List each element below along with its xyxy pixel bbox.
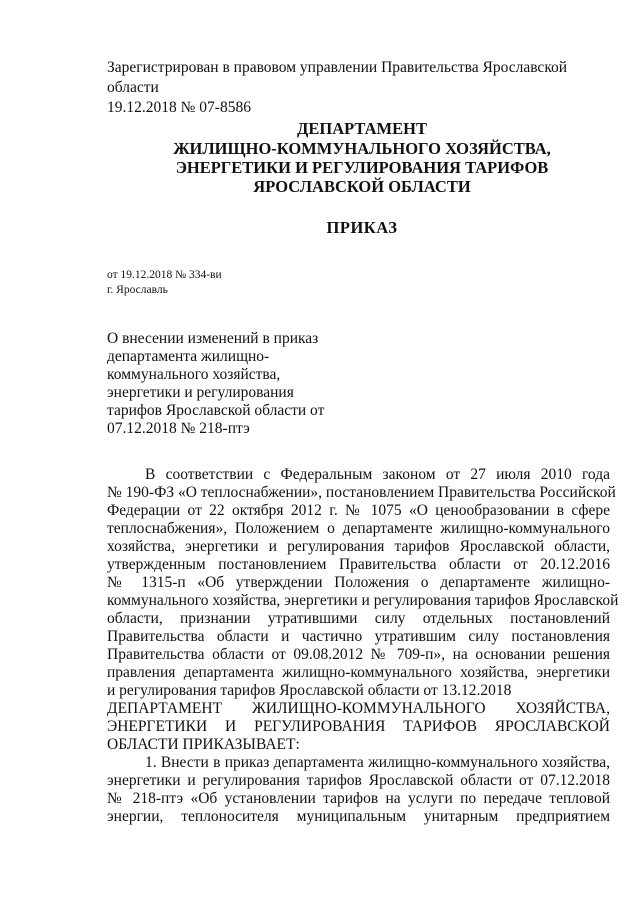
department-title-line-4: ЯРОСЛАВСКОЙ ОБЛАСТИ [253, 177, 471, 196]
order-subject [107, 330, 347, 438]
registration-line-1: Зарегистрирован в правовом управлении Правительства Ярославской области [107, 59, 568, 96]
subject-line: энергетики и регулирования [107, 384, 294, 401]
order-title: ПРИКАЗ [326, 218, 398, 237]
body-line: хозяйства, энергетики и регулирования тарифов Ярославской области, [107, 538, 610, 555]
body-line: энергии, теплоносителя муниципальным унитарным предприятием [107, 808, 610, 825]
department-title-line-2: ЖИЛИЩНО-КОММУНАЛЬНОГО ХОЗЯЙСТВА, [173, 139, 551, 158]
body-line: ЭНЕРГЕТИКИ И РЕГУЛИРОВАНИЯ ТАРИФОВ ЯРОСЛАВСКОЙ [107, 718, 610, 735]
body-line: энергетики и регулирования тарифов Ярославской области от 07.12.2018 [107, 772, 610, 789]
registration-note [107, 58, 617, 118]
subject-line: департамента жилищно- [107, 348, 270, 365]
body-line: Правительства области и частично утратившим силу постановления [107, 628, 610, 645]
subject-line: 07.12.2018 № 218-птэ [107, 420, 250, 437]
body-line: ДЕПАРТАМЕНТ ЖИЛИЩНО-КОММУНАЛЬНОГО ХОЗЯЙСТВА, [107, 700, 610, 717]
order-body [107, 466, 619, 826]
body-line: № 190-ФЗ «О теплоснабжении», постановлением Правительства Российской [107, 484, 616, 501]
department-title-line-3: ЭНЕРГЕТИКИ И РЕГУЛИРОВАНИЯ ТАРИФОВ [175, 158, 549, 177]
body-line: 1. Внести в приказ департамента жилищно-коммунального хозяйства, [145, 754, 610, 771]
body-line: В соответствии с Федеральным законом от 27 июля 2010 года [145, 466, 610, 483]
body-line: ОБЛАСТИ ПРИКАЗЫВАЕТ: [107, 736, 300, 753]
subject-line: тарифов Ярославской области от [107, 402, 325, 419]
order-city: г. Ярославль [107, 284, 168, 296]
body-line: области, признании утратившими силу отдельных постановлений [107, 610, 610, 627]
body-line: № 1315-п «Об утверждении Положения о департаменте жилищно- [107, 574, 610, 591]
subject-line: О внесении изменений в приказ [107, 330, 319, 347]
body-line: Правительства области от 09.08.2012 № 709-п», на основании решения [107, 646, 610, 663]
body-line: теплоснабжения», Положением о департаменте жилищно-коммунального [107, 520, 610, 537]
order-date-number: от 19.12.2018 № 334-ви [107, 269, 222, 281]
body-line: № 218-птэ «Об установлении тарифов на услуги по передаче тепловой [107, 790, 610, 807]
body-line: утвержденным постановлением Правительства области от 20.12.2016 [107, 556, 610, 573]
registration-line-2: 19.12.2018 № 07-8586 [107, 99, 251, 116]
body-line: и регулирования тарифов Ярославской области от 13.12.2018 [107, 682, 512, 699]
department-title-line-1: ДЕПАРТАМЕНТ [297, 119, 427, 138]
body-line: правления департамента жилищно-коммунального хозяйства, энергетики [107, 664, 610, 681]
body-line: Федерации от 22 октября 2012 г. № 1075 «О ценообразовании в сфере [107, 502, 610, 519]
body-line: коммунального хозяйства, энергетики и регулирования тарифов Ярославской [107, 592, 619, 609]
subject-line: коммунального хозяйства, [107, 366, 281, 383]
